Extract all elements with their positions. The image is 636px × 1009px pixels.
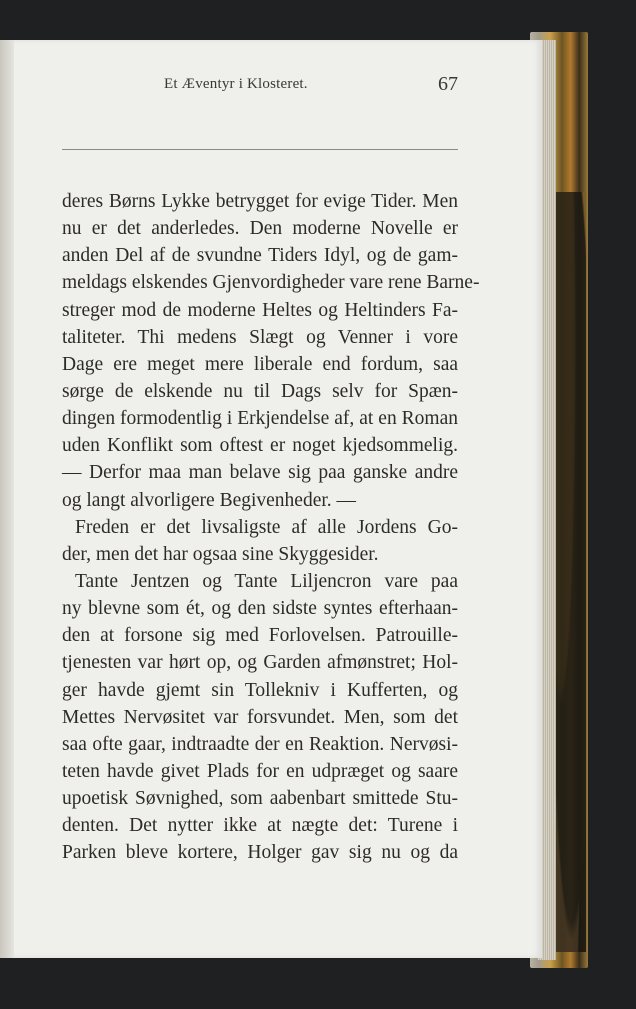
text-line: — Derfor maa man belave sig paa ganske andre	[62, 462, 458, 484]
text-line: saa ofte gaar, indtraadte der en Reaktion. Nervøsi-	[62, 733, 458, 755]
text-line: anden Del af de svundne Tiders Idyl, og de gam-	[62, 245, 458, 267]
text-line: uden Konflikt som oftest er noget kjedsommelig.	[62, 435, 458, 457]
text-line: Freden er det livsaligste af alle Jordens Go-	[75, 516, 458, 538]
text-line: Dage ere meget mere liberale end fordum, saa	[62, 353, 458, 375]
text-line: og langt alvorligere Begivenheder. —	[62, 489, 357, 511]
running-head: Et Æventyr i Klosteret.	[164, 76, 308, 92]
text-line: dingen formodentlig i Erkjendelse af, at en Roman	[62, 408, 458, 430]
text-line: ger havde gjemt sin Tollekniv i Kufferten, og	[62, 679, 458, 701]
text-line: taliteter. Thi medens Slægt og Venner i vore	[62, 326, 458, 348]
text-line: meldags elskendes Gjenvordigheder vare rene Barne-	[62, 272, 480, 294]
text-line: deres Børns Lykke betrygget for evige Tider. Men	[62, 191, 458, 212]
text-line: Tante Jentzen og Tante Liljencron vare paa	[75, 570, 458, 592]
page-gutter	[0, 40, 14, 958]
text-line: denten. Det nytter ikke at nægte det: Turene i	[62, 815, 458, 837]
text-line: ny blevne som ét, og den sidste syntes efterhaan-	[62, 598, 458, 620]
body-text	[62, 188, 480, 867]
text-line: streger mod de moderne Heltes og Heltinders Fa-	[62, 299, 458, 321]
text-line: nu er det anderledes. Den moderne Novelle er	[62, 218, 458, 240]
text-line: sørge de elskende nu til Dags selv for Spæn-	[62, 380, 458, 402]
text-line: Mettes Nervøsitet var forsvundet. Men, som det	[62, 706, 458, 728]
text-line: den at forsone sig med Forlovelsen. Patrouille-	[62, 625, 458, 647]
text-line: upoetisk Søvnighed, som aabenbart smittede Stu-	[62, 788, 458, 810]
text-line: teten havde givet Plads for en udpræget og saare	[62, 760, 458, 782]
text-line: der, men det har ogsaa sine Skyggesider.	[62, 543, 379, 565]
page-header	[62, 73, 458, 100]
text-line: tjenesten var hørt op, og Garden afmønstret; Hol-	[62, 652, 458, 674]
header-rule	[62, 149, 458, 150]
page-number: 67	[438, 73, 458, 95]
text-line: Parken bleve kortere, Holger gav sig nu og da	[62, 842, 458, 864]
